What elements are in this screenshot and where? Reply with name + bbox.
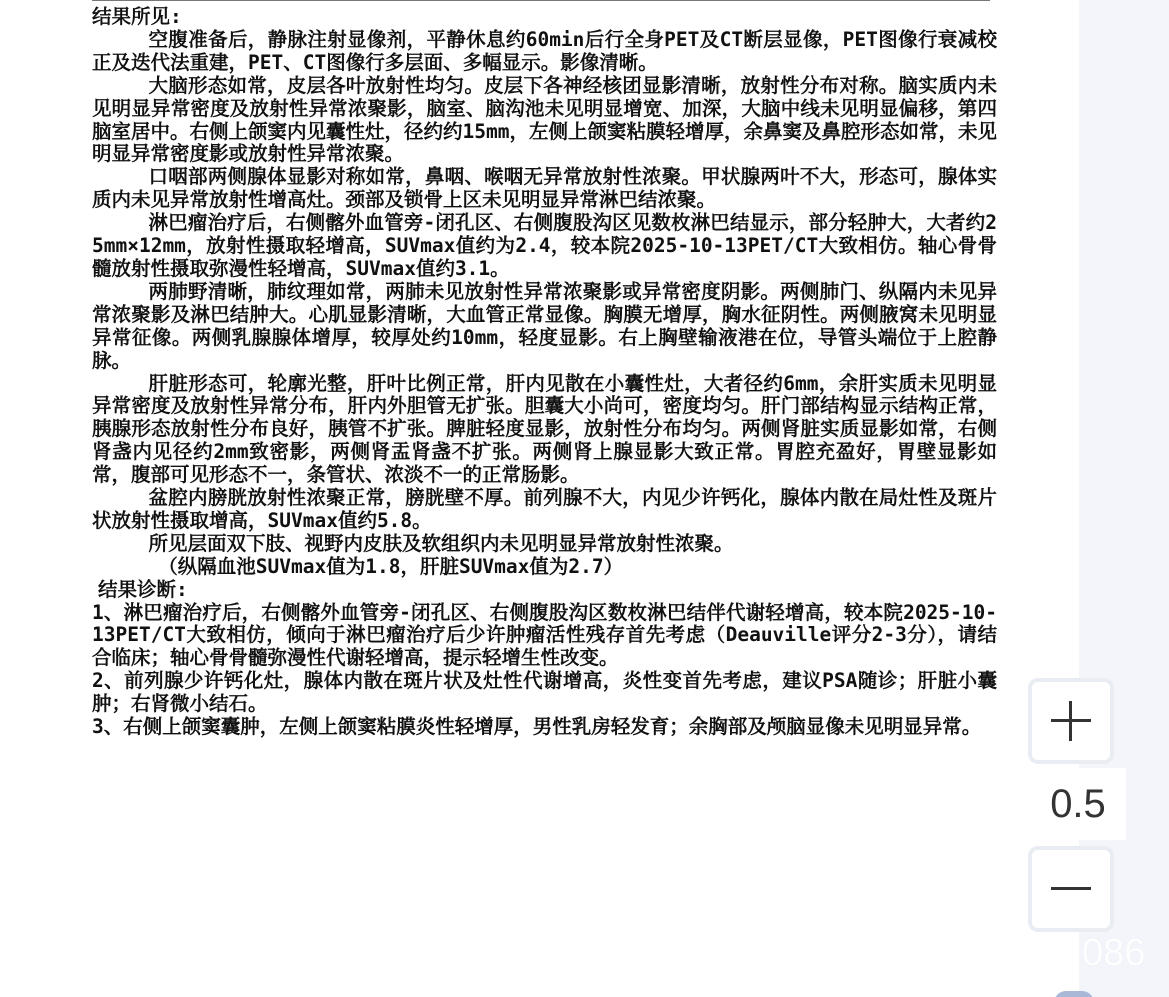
findings-heading: 结果所见: xyxy=(92,5,182,28)
diagnosis-item-3: 3、右侧上颌窦囊肿，左侧上颌窦粘膜炎性轻增厚，男性乳房轻发育；余胸部及颅脑显像未见明显异常。 xyxy=(92,715,982,739)
findings-paragraph-scan: 空腹准备后，静脉注射显像剂，平静休息约60min后行全身PET及CT断层显像，PET图像行衰减校正及迭代法重建，PET、CT图像行多层面、多幅显示。影像清晰。 xyxy=(92,27,997,74)
report-body xyxy=(92,6,997,739)
findings-paragraph-brain: 大脑形态如常，皮层各叶放射性均匀。皮层下各神经核团显影清晰，放射性分布对称。脑实质内未见明显异常密度及放射性异常浓聚影，脑室、脑沟池未见明显增宽、加深，大脑中线未见明显偏移，第四脑室居中。右侧上颌窦内见囊性灶，径约约15mm，左侧上颌窦粘膜轻增厚，余鼻窦及鼻腔形态如常，未见明显异常密度影或放射性异常浓聚。 xyxy=(92,73,997,166)
scroll-handle[interactable] xyxy=(1054,991,1094,997)
watermark-text: 086 xyxy=(1082,932,1146,974)
zoom-out-button[interactable] xyxy=(1032,850,1110,928)
viewer-side-panel xyxy=(1079,0,1169,997)
plus-icon xyxy=(1051,701,1091,741)
diagnosis-item-2: 2、前列腺少许钙化灶，腺体内散在斑片状及灶性代谢增高，炎性变首先考虑，建议PSA随诊；肝脏小囊肿；右肾微小结石。 xyxy=(92,669,997,716)
diagnosis-item-1: 1、淋巴瘤治疗后，右侧髂外血管旁-闭孔区、右侧腹股沟区数枚淋巴结伴代谢轻增高，较本院2025-10-13PET/CT大致相仿，倾向于淋巴瘤治疗后少许肿瘤活性残存首先考虑（Deauville评分2-3分），请结合临床；轴心骨骨髓弥漫性代谢轻增高，提示轻增生性改变。 xyxy=(92,600,997,670)
minus-icon xyxy=(1051,869,1091,909)
top-divider xyxy=(92,0,990,1)
diagnosis-heading: 结果诊断: xyxy=(98,577,188,601)
findings-paragraph-pelvis: 盆腔内膀胱放射性浓聚正常，膀胱壁不厚。前列腺不大，内见少许钙化，腺体内散在局灶性及斑片状放射性摄取增高，SUVmax值约5.8。 xyxy=(92,486,997,532)
findings-suv-note: （纵隔血池SUVmax值为1.8，肝脏SUVmax值为2.7） xyxy=(158,554,624,578)
findings-paragraph-chest: 两肺野清晰，肺纹理如常，两肺未见放射性异常浓聚影或异常密度阴影。两侧肺门、纵隔内未见异常浓聚影及淋巴结肿大。心肌显影清晰，大血管正常显像。胸膜无增厚，胸水征阴性。两侧腋窝未见明显异常征像。两侧乳腺腺体增厚，较厚处约10mm，轻度显影。右上胸壁输液港在位，导管头端位于上腔静脉。 xyxy=(92,279,997,372)
zoom-level-readout: 0.5 xyxy=(1030,768,1126,840)
findings-paragraph-lymph: 淋巴瘤治疗后，右侧髂外血管旁-闭孔区、右侧腹股沟区见数枚淋巴结显示，部分轻肿大，大者约25mm×12mm，放射性摄取轻增高，SUVmax值约为2.4，较本院2025-10-13PET/CT大致相仿。轴心骨骨髓放射性摄取弥漫性轻增高，SUVmax值约3.1。 xyxy=(92,211,997,280)
findings-paragraph-neck: 口咽部两侧腺体显影对称如常，鼻咽、喉咽无异常放射性浓聚。甲状腺两叶不大，形态可，腺体实质内未见异常放射性增高灶。颈部及锁骨上区未见明显异常淋巴结浓聚。 xyxy=(92,165,997,212)
zoom-in-button[interactable] xyxy=(1032,682,1110,760)
findings-paragraph-limbs: 所见层面双下肢、视野内皮肤及软组织内未见明显异常放射性浓聚。 xyxy=(148,531,734,555)
findings-paragraph-abdomen: 肝脏形态可，轮廓光整，肝叶比例正常，肝内见散在小囊性灶，大者径约6mm，余肝实质未见明显异常密度及放射性异常分布，肝内外胆管无扩张。胆囊大小尚可，密度均匀。肝门部结构显示结构正常，胰腺形态放射性分布良好，胰管不扩张。脾脏轻度显影，放射性分布均匀。两侧肾脏实质显影如常，右侧肾盏内见径约2mm致密影，两侧肾盂肾盏不扩张。两侧肾上腺显影大致正常。胃腔充盈好，胃壁显影如常，腹部可见形态不一，条管状、浓淡不一的正常肠影。 xyxy=(92,371,997,487)
